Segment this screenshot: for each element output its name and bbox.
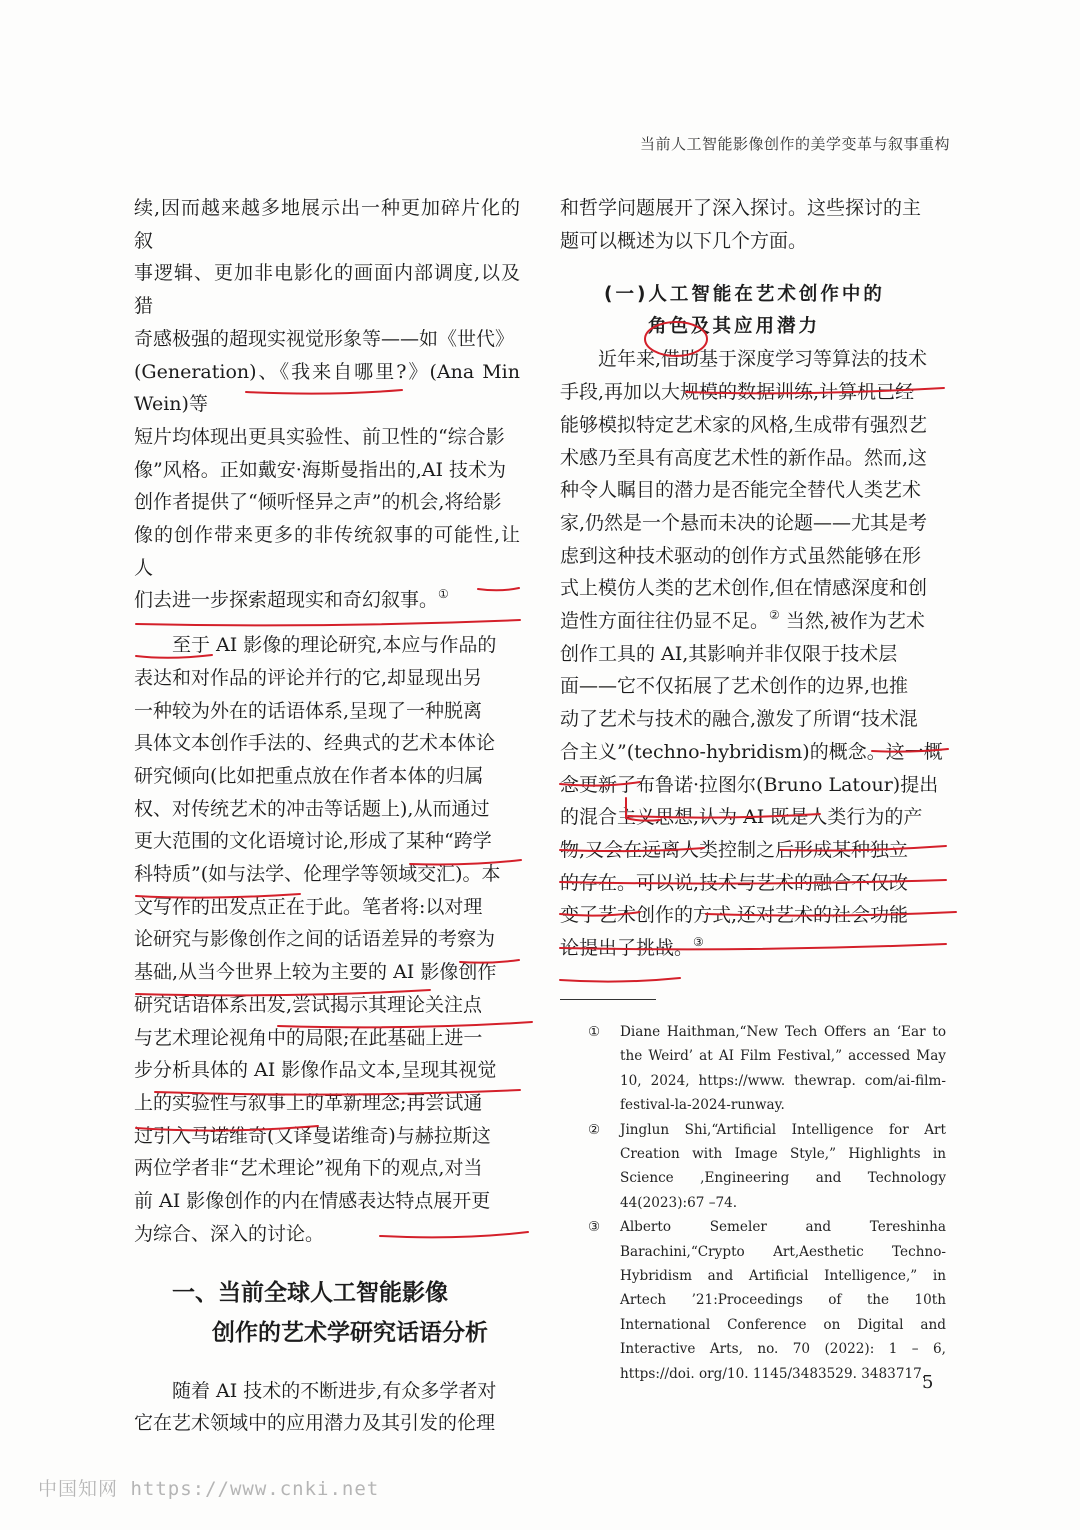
- body-paragraph: 近年来,借助基于深度学习等算法的技术 手段,再加以大规模的数据训练,计算机已经 能够模拟特定艺术家的风格,生成带有强烈艺 术感乃至具有高度艺术性的新作品。然而,这 种令人瞩目的潜力是否能完全替代人类艺术 家,仍然是一个悬而未决的论题——尤其是考 虑到这种技术驱动的创作方式虽然能够在形 式上模仿人类的艺术创作,但在情感深度和创 造性方面往往仍显不足。② 当然,被作为艺术 创作工具的 AI,其影响并非仅限于技术层 面——它不仅拓展了艺术创作的边界,也推 动了艺术与技术的融合,激发了所谓“技术混 合主义”(techno-hybridism)的概念。这一概 念更新了布鲁诺·拉图尔(Bruno Latour)提出 的混合主义思想,认为 AI 既是人类行为的产 物,又会在远离人类控制之后形成某种独立 的存在。可以说,技术与艺术的融合不仅改 变了艺术创作的方式,还对艺术的社会功能 论提出了挑战。③: [560, 348, 943, 960]
- body-paragraph: 随着 AI 技术的不断进步,有众多学者对 它在艺术领域中的应用潜力及其引发的伦理: [134, 1379, 497, 1435]
- footnote-number: ①: [588, 1024, 601, 1040]
- footnote-ref[interactable]: ①: [438, 587, 449, 602]
- footnote: ① Diane Haithman,“New Tech Offers an ‘Ear to the Weird’ at AI Film Festival,” accessed May 10, 2024, https://www. thewrap. com/ai-film-festival-la-2024-runway.: [588, 1020, 946, 1118]
- subsection-heading: 角色及其应用潜力: [648, 316, 821, 338]
- footnote-number: ③: [588, 1219, 601, 1236]
- footnote-ref[interactable]: ②: [769, 608, 780, 623]
- subsection-heading: (一)人工智能在艺术创作中的: [604, 284, 885, 306]
- cnki-watermark: 中国知网 https://www.cnki.net: [38, 1478, 380, 1500]
- footnote-divider: [560, 999, 656, 1000]
- footnote-ref[interactable]: ③: [693, 935, 704, 950]
- body-paragraph: 至于 AI 影像的理论研究,本应与作品的 表达和对作品的评论并行的它,却显现出另 一种较为外在的话语体系,呈现了一种脱离 具体文本创作手法的、经典式的艺术本体论 研究倾向(比如把重点放在作者本体的归属 权、对传统艺术的冲击等话题上),从而通过 更大范围的文化语境讨论,形成了某种“跨学 科特质”(如与法学、伦理学等领域交汇)。本 文写作的出发点正在于此。笔者将:以对理 论研究与影像创作之间的话语差异的考察为 基础,从当今世界上较为主要的 AI 影像创作 研究话语体系出发,尝试揭示其理论关注点 与艺术理论视角中的局限;在此基础上进一 步分析具体的 AI 影像作品文本,呈现其视觉 上的实验性与叙事上的革新理念;再尝试通 过引入马诺维奇(又译曼诺维奇)与赫拉斯这 两位学者非“艺术理论”视角下的观点,对当 前 AI 影像创作的内在情感表达特点展开更 为综合、深入的讨论。: [134, 634, 501, 1245]
- right-column: [560, 192, 947, 965]
- section-heading: 一、当前全球人工智能影像: [172, 1279, 448, 1306]
- body-paragraph: 续,因而越来越多地展示出一种更加碎片化的叙 事逻辑、更加非电影化的画面内部调度,以及猎 奇感极强的超现实视觉形象等——如《世代》 (Generation)、《我来自哪里?》(Ana Min Wein)等 短片均体现出更具实验性、前卫性的“综合影 像”风格。正如戴安·海斯曼指出的,AI 技术为 创作者提供了“倾听怪异之声”的机会,将给影 像的创作带来更多的非传统叙事的可能性,让人 们去进一步探索超现实和奇幻叙事。①: [134, 197, 520, 612]
- footnote: ③ Alberto Semeler and Tereshinha Barachini,“Crypto Art,Aesthetic Techno-Hybridism and Artificial Intelligence,” in Artech ’21:Proceedings of the 10th International Conference on Digital and Interactive Arts, no. 70 (2022): 1 – 6, https://doi. org/10. 1145/3483529. 3483717.: [588, 1215, 946, 1386]
- body-paragraph: 和哲学问题展开了深入探讨。这些探讨的主 题可以概述为以下几个方面。: [560, 197, 922, 252]
- section-heading: 创作的艺术学研究话语分析: [212, 1319, 488, 1346]
- running-header: 当前人工智能影像创作的美学变革与叙事重构: [639, 135, 950, 153]
- underline-mark: [560, 978, 680, 982]
- left-column: [134, 192, 520, 1440]
- footnote: ② Jinglun Shi,“Artificial Intelligence for Art Creation with Image Style,” Highlights in Science ,Engineering and Technology 44(2023):67 –74.: [588, 1118, 946, 1216]
- footnotes: [588, 1020, 946, 1386]
- footnote-number: ②: [588, 1121, 601, 1138]
- page-number: 5: [922, 1372, 934, 1393]
